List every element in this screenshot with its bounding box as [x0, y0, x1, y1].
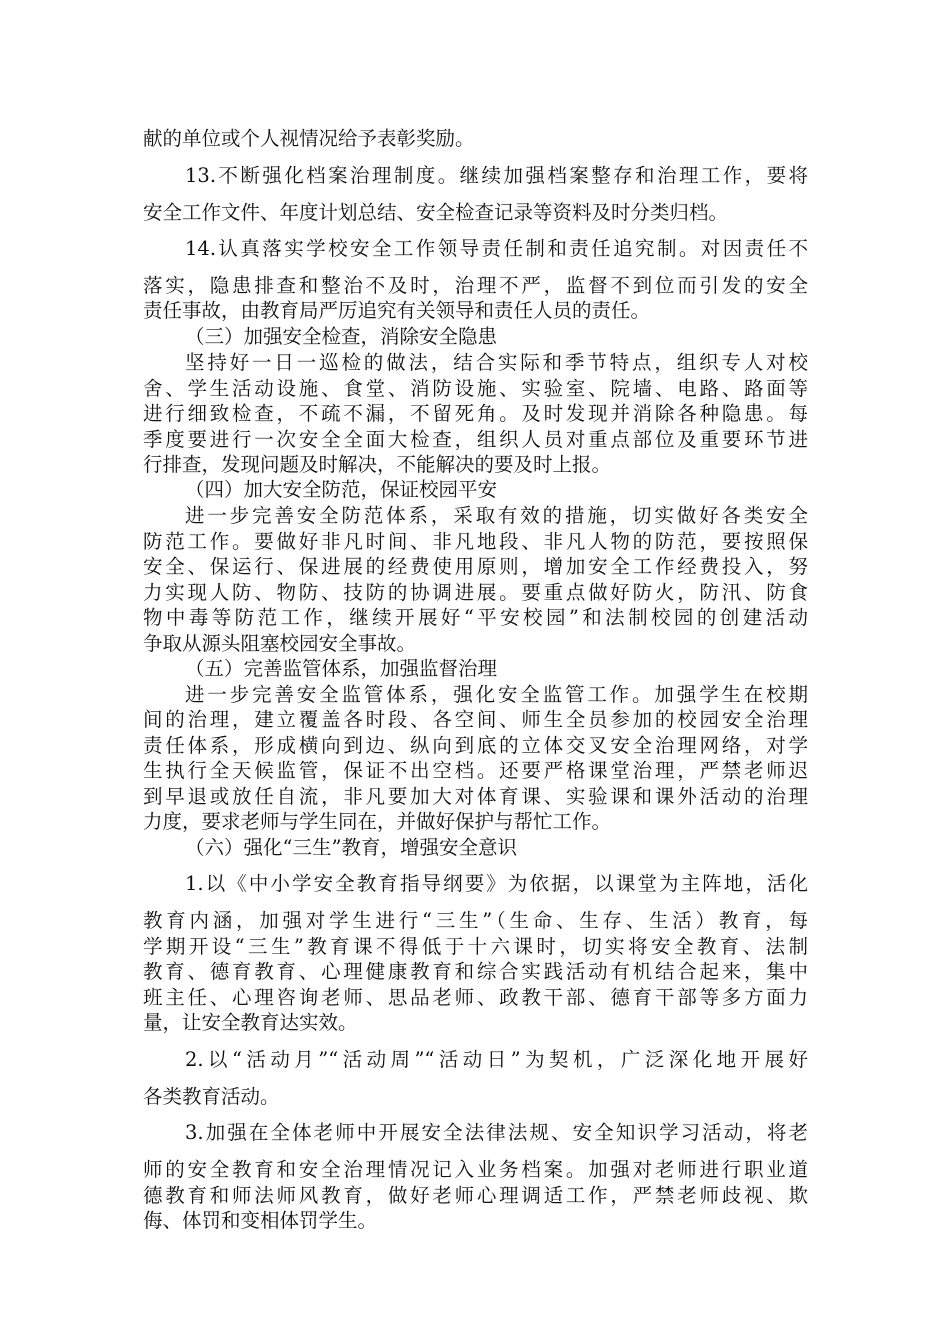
text-line: 量，让安全教育达实效。 — [143, 1011, 358, 1034]
text-line: 防范工作。要做好非凡时间、非凡地段、非凡人物的防范，要按照保 — [143, 530, 808, 553]
text-line: 物中毒等防范工作，继续开展好“平安校园”和法制校园的创建活动 — [143, 606, 808, 629]
text-line: 生执行全天候监管，保证不出空档。还要严格课堂治理，严禁老师迟 — [143, 759, 808, 782]
text-line: 教育、德育教育、心理健康教育和综合实践活动有机结合起来，集中 — [143, 960, 808, 983]
text-line: 进一步完善安全防范体系，采取有效的措施，切实做好各类安全 — [185, 504, 808, 527]
text-line: 侮、体罚和变相体罚学生。 — [143, 1209, 378, 1232]
text-line: 德教育和师法师风教育，做好老师心理调适工作，严禁老师歧视、欺 — [143, 1184, 808, 1207]
section-heading: （三）加强安全检查，消除安全隐患 — [185, 325, 498, 348]
section-heading: （五）完善监管体系，加强监督治理 — [185, 657, 498, 680]
text-line: 安全、保运行、保进展的经费使用原则，增加安全工作经费投入，努 — [143, 555, 808, 578]
text-line: 各类教育活动。 — [143, 1085, 280, 1108]
text-line: 教育内涵，加强对学生进行“三生”（生命、生存、生活）教育，每 — [143, 909, 808, 932]
text-line: 间的治理，建立覆盖各时段、各空间、师生全员参加的校园安全治理 — [143, 708, 808, 731]
text-line: 责任事故，由教育局严厉追究有关领导和责任人员的责任。 — [143, 299, 651, 322]
text-line: 14.认真落实学校安全工作领导责任制和责任追究制。对因责任不 — [185, 237, 808, 260]
text-line: 1.以《中小学安全教育指导纲要》为依据，以课堂为主阵地，活化 — [185, 872, 808, 895]
text-line: 献的单位或个人视情况给予表彰奖励。 — [143, 127, 475, 150]
text-line: 力度，要求老师与学生同在，并做好保护与帮忙工作。 — [143, 810, 612, 833]
section-heading: （四）加大安全防范，保证校园平安 — [185, 478, 498, 501]
text-line: 力实现人防、物防、技防的协调进展。要重点做好防火，防汛、防食 — [143, 581, 808, 604]
text-line: 2.以“活动月”“活动周”“活动日”为契机，广泛深化地开展好 — [185, 1048, 808, 1071]
text-line: 争取从源头阻塞校园安全事故。 — [143, 632, 417, 655]
text-line: 13.不断强化档案治理制度。继续加强档案整存和治理工作，要将 — [185, 164, 808, 187]
text-line: 舍、学生活动设施、食堂、消防设施、实验室、院墙、电路、路面等 — [143, 377, 808, 400]
text-line: 师的安全教育和安全治理情况记入业务档案。加强对老师进行职业道 — [143, 1158, 808, 1181]
text-line: 行排查，发现问题及时解决，不能解决的要及时上报。 — [143, 453, 612, 476]
text-line: 安全工作文件、年度计划总结、安全检查记录等资料及时分类归档。 — [143, 201, 729, 224]
text-line: 学期开设“三生”教育课不得低于十六课时，切实将安全教育、法制 — [143, 935, 808, 958]
text-line: 到早退或放任自流，非凡要加大对体育课、实验课和课外活动的治理 — [143, 785, 808, 808]
text-line: 落实，隐患排查和整治不及时，治理不严，监督不到位而引发的安全 — [143, 274, 808, 297]
text-line: 班主任、心理咨询老师、思品老师、政教干部、德育干部等多方面力 — [143, 986, 808, 1009]
text-line: 坚持好一日一巡检的做法，结合实际和季节特点，组织专人对校 — [185, 351, 808, 374]
text-line: 3.加强在全体老师中开展安全法律法规、安全知识学习活动，将老 — [185, 1121, 808, 1144]
section-heading: （六）强化“三生”教育，增强安全意识 — [185, 836, 517, 859]
text-line: 责任体系，形成横向到边、纵向到底的立体交叉安全治理网络，对学 — [143, 734, 808, 757]
text-line: 季度要进行一次安全全面大检查，组织人员对重点部位及重要环节进 — [143, 428, 808, 451]
text-line: 进行细致检查，不疏不漏，不留死角。及时发现并消除各种隐患。每 — [143, 402, 808, 425]
text-line: 进一步完善安全监管体系，强化安全监管工作。加强学生在校期 — [185, 683, 808, 706]
